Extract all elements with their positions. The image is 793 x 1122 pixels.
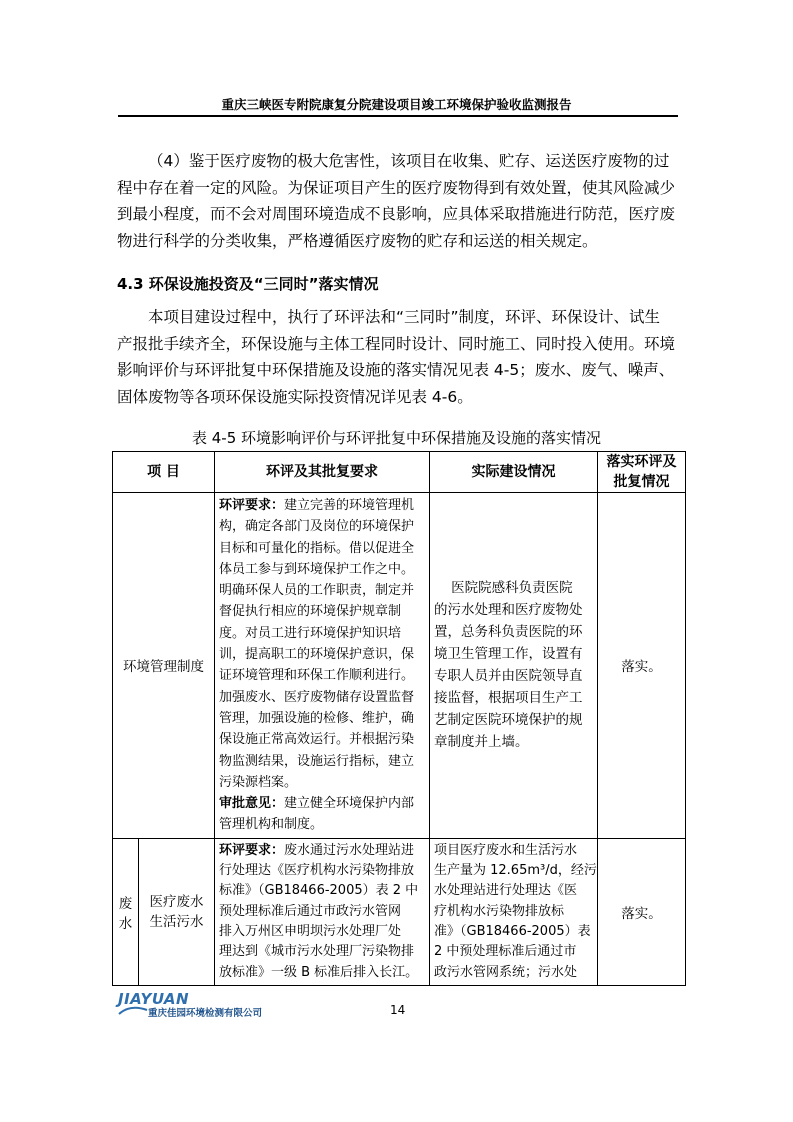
header-status xyxy=(598,452,686,493)
requirement-text: 加强废水、医疗废物储存设置监督 xyxy=(219,689,415,705)
row-actual xyxy=(430,838,598,985)
implementation-table xyxy=(112,451,686,986)
requirement-text: 预处理标准后通过市政污水管网 xyxy=(219,903,402,919)
report-header-title: 重庆三峡医专附院康复分院建设项目竣工环境保护验收监测报告 xyxy=(221,97,572,112)
requirement-text: 放标准》一级 B 标准后排入长江。 xyxy=(219,964,419,980)
paragraph-line: 固体废物等各项环保设施实际投资情况详见表 4-6。 xyxy=(117,387,473,406)
requirement-text: 物监测结果，设施运行指标，建立 xyxy=(219,753,415,769)
paragraph-line: 物进行科学的分类收集，严格遵循医疗废物的贮存和运送的相关规定。 xyxy=(117,231,598,250)
requirement-text: 行处理达《医疗机构水污染物排放 xyxy=(219,863,415,879)
header-item: 项 目 xyxy=(113,452,215,493)
logo-company-name: 重庆佳园环境检测有限公司 xyxy=(148,1008,263,1019)
requirement-text: 明确环保人员的工作职责，制定并 xyxy=(219,583,415,599)
actual-text: 水处理站进行处理达《医 xyxy=(434,883,578,899)
paragraph-line: 影响评价与环评批复中环保措施及设施的落实情况见表 4-5；废水、废气、噪声、 xyxy=(117,361,675,379)
actual-text: 生产量为 12.65m³/d，经污 xyxy=(434,863,597,879)
actual-text: 接监督，根据项目生产工 xyxy=(434,690,583,707)
paragraph-line: 产报批手续齐全，环保设施与主体工程同时设计、同时施工、同时投入使用。环境 xyxy=(117,334,676,353)
page-number: 14 xyxy=(390,1003,406,1017)
item-line: 医疗废水 xyxy=(149,893,204,910)
table-caption: 表 4-5 环境影响评价与环评批复中环保措施及设施的落实情况 xyxy=(191,429,602,447)
row-requirement xyxy=(215,838,430,985)
row-requirement xyxy=(215,493,430,839)
row-item-wastewater xyxy=(139,838,215,985)
paragraph-line: 程中存在着一定的风险。为保证项目产生的医疗废物得到有效处置，使其风险减少 xyxy=(117,178,676,197)
row-item-env-management: 环境管理制度 xyxy=(113,493,215,839)
actual-text: 艺制定医院环境保护的规 xyxy=(434,712,583,729)
actual-text: 的污水处理和医疗废物处 xyxy=(434,602,583,619)
requirement-text: 督促执行相应的环境保护规章制 xyxy=(219,604,402,620)
row-status: 落实。 xyxy=(598,493,686,839)
requirement-label: 环评要求： xyxy=(219,498,285,513)
actual-text: 境卫生管理工作，设置有 xyxy=(434,646,583,663)
requirement-text: 管理，加强设施的检修、维护，确 xyxy=(219,710,415,726)
section-heading: 4.3 环保设施投资及“三同时”落实情况 xyxy=(117,275,379,293)
actual-text: 政污水管网系统；污水处 xyxy=(434,964,578,980)
header-requirement: 环评及其批复要求 xyxy=(215,452,430,493)
row-group-wastewater xyxy=(113,838,139,985)
paragraph-three-simultaneous xyxy=(117,304,679,410)
actual-text: 置，总务科负责医院的环 xyxy=(434,624,583,641)
logo-swoosh-icon xyxy=(118,1006,148,1016)
header-status-line: 批复情况 xyxy=(613,474,670,490)
actual-text: 医院院感科负责医院 xyxy=(434,580,573,597)
actual-text: 疗机构水污染物排放标 xyxy=(434,903,565,919)
requirement-text: 度。对员工进行环境保护知识培 xyxy=(219,625,402,641)
approval-label: 审批意见： xyxy=(219,796,285,812)
requirement-text: 理达到《城市污水处理厂污染物排 xyxy=(219,944,415,960)
group-label: 废水 xyxy=(118,895,133,932)
requirement-text: 建立完善的环境管理机 xyxy=(284,498,415,513)
requirement-text: 保设施正常高效运行。并根据污染 xyxy=(219,732,415,748)
row-actual xyxy=(430,493,598,839)
paragraph-line: 到最小程度，而不会对周围环境造成不良影响，应具体采取措施进行防范，医疗废 xyxy=(117,205,676,223)
requirement-text: 体员工参与到环境保护工作之中。 xyxy=(219,561,415,577)
requirement-text: 标准》（GB18466-2005）表 2 中 xyxy=(219,883,419,899)
requirement-text: 污染源档案。 xyxy=(219,774,298,790)
actual-text: 专职人员并由医院领导直 xyxy=(434,668,583,685)
actual-text: 2 中预处理标准后通过市 xyxy=(434,944,577,960)
header-divider xyxy=(118,115,678,117)
requirement-text: 构，确定各部门及岗位的环境保护 xyxy=(219,519,415,535)
header-actual: 实际建设情况 xyxy=(430,452,598,493)
requirement-text: 排入万州区申明坝污水处理厂处 xyxy=(219,923,402,939)
logo-wordmark: JIAYUAN xyxy=(118,990,190,1008)
header-status-line: 落实环评及 xyxy=(606,454,677,470)
requirement-label: 环评要求： xyxy=(219,842,285,858)
requirement-text: 目标和可量化的指标。借以促进全 xyxy=(219,540,415,556)
paragraph-line: （4）鉴于医疗废物的极大危害性，该项目在收集、贮存、运送医疗废物的过 xyxy=(148,152,670,170)
actual-text: 项目医疗废水和生活污水 xyxy=(434,842,578,858)
company-logo xyxy=(118,990,278,1018)
approval-text: 建立健全环境保护内部 xyxy=(284,796,415,812)
actual-text: 准》（GB18466-2005）表 xyxy=(434,923,591,939)
table-header-row xyxy=(113,452,686,493)
paragraph-medical-waste-risk xyxy=(117,148,679,254)
table-row xyxy=(113,838,686,985)
requirement-text: 证环境管理和环保工作顺利进行。 xyxy=(219,668,415,684)
row-status: 落实。 xyxy=(598,838,686,985)
paragraph-line: 本项目建设过程中，执行了环评法和“三同时”制度，环评、环保设计、试生 xyxy=(148,308,661,326)
approval-text: 管理机构和制度。 xyxy=(219,817,324,833)
requirement-text: 废水通过污水处理站进 xyxy=(284,842,415,858)
requirement-text: 训，提高职工的环境保护意识，保 xyxy=(219,647,415,663)
table-row xyxy=(113,493,686,839)
item-line: 生活污水 xyxy=(149,913,204,930)
actual-text: 章制度并上墙。 xyxy=(434,734,529,751)
